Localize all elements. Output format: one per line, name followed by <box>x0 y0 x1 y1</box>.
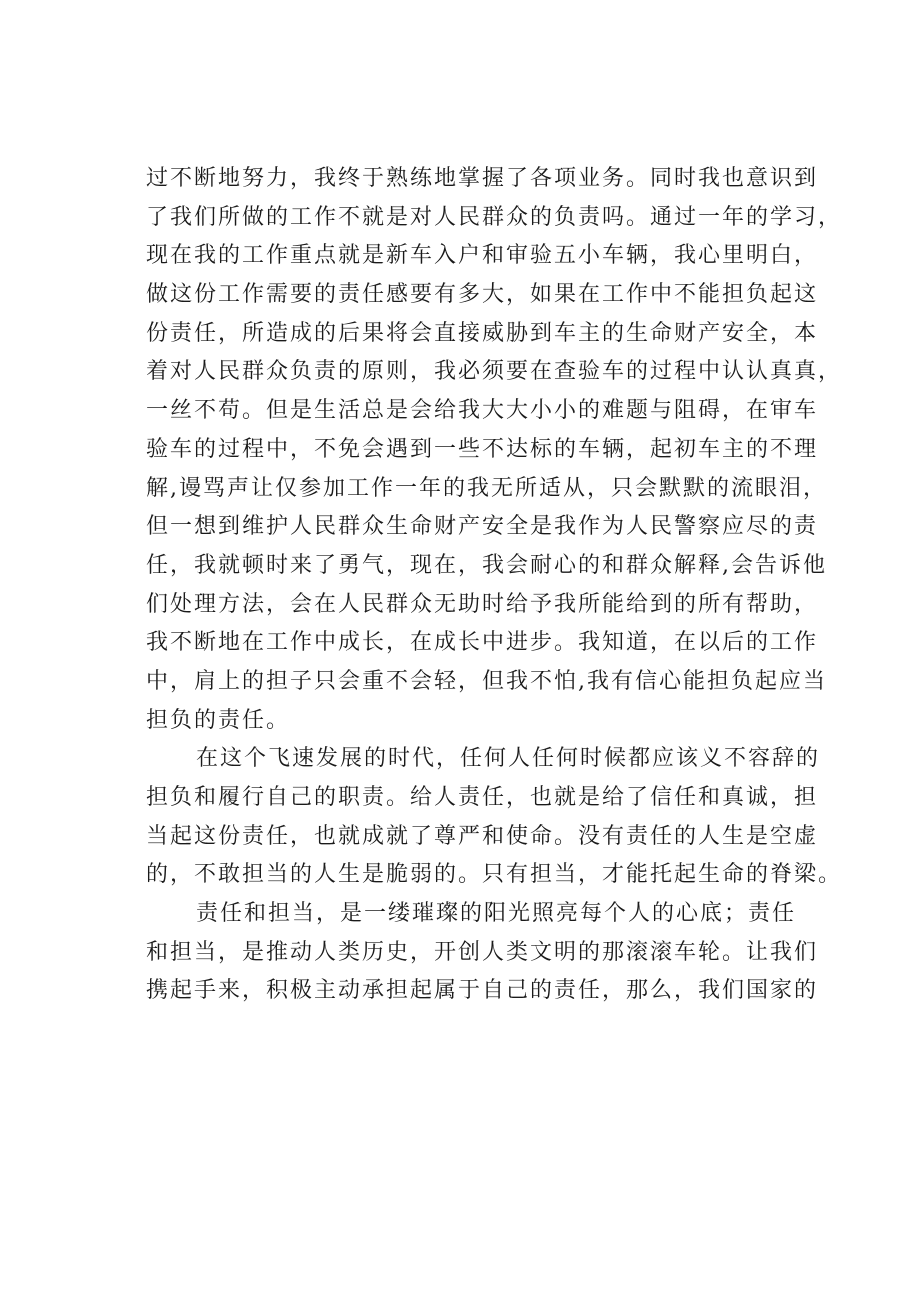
text-line: 现在我的工作重点就是新车入户和审验五小车辆，我心里明白， <box>146 243 819 269</box>
text-line: 着对人民群众负责的原则，我必须要在查验车的过程中认认真真， <box>146 359 843 385</box>
text-line: 但一想到维护人民群众生命财产安全是我作为人民警察应尽的责 <box>146 514 819 540</box>
paragraph-first-line: 在这个飞速发展的时代，任何人任何时候都应该义不容辞的 <box>196 746 821 772</box>
text-line: 和担当，是推动人类历史，开创人类文明的那滚滚车轮。让我们 <box>146 939 819 965</box>
text-line: 我不断地在工作中成长，在成长中进步。我知道，在以后的工作 <box>146 630 819 656</box>
text-line: 做这份工作需要的责任感要有多大，如果在工作中不能担负起这 <box>146 282 819 308</box>
text-line: 们处理方法，会在人民群众无助时给予我所能给到的所有帮助， <box>146 591 819 617</box>
text-line: 担负和履行自己的职责。给人责任，也就是给了信任和真诚，担 <box>146 785 819 810</box>
body-text <box>146 160 843 1011</box>
text-line: 解,谩骂声让仅参加工作一年的我无所适从，只会默默的流眼泪， <box>146 475 827 501</box>
paragraph-first-line: 责任和担当，是一缕璀璨的阳光照亮每个人的心底；责任 <box>196 901 797 927</box>
text-line: 携起手来，积极主动承担起属于自己的责任，那么，我们国家的 <box>146 978 819 1004</box>
text-line: 份责任，所造成的后果将会直接威胁到车主的生命财产安全，本 <box>146 320 819 346</box>
text-line: 过不断地努力，我终于熟练地掌握了各项业务。同时我也意识到 <box>146 166 819 191</box>
text-line: 中，肩上的担子只会重不会轻，但我不怕,我有信心能担负起应当 <box>146 668 827 694</box>
text-line: 了我们所做的工作不就是对人民群众的负责吗。通过一年的学习， <box>146 204 843 230</box>
text-line: 当起这份责任，也就成就了尊严和使命。没有责任的人生是空虚 <box>146 823 819 849</box>
text-line: 任，我就顿时来了勇气，现在，我会耐心的和群众解释,会告诉他 <box>146 552 827 578</box>
text-line: 一丝不苟。但是生活总是会给我大大小小的难题与阻碍，在审车 <box>146 398 819 424</box>
text-line: 验车的过程中，不免会遇到一些不达标的车辆，起初车主的不理 <box>146 436 819 462</box>
text-line: 担负的责任。 <box>146 707 291 733</box>
text-line: 的，不敢担当的人生是脆弱的。只有担当，才能托起生命的脊梁。 <box>146 862 843 888</box>
